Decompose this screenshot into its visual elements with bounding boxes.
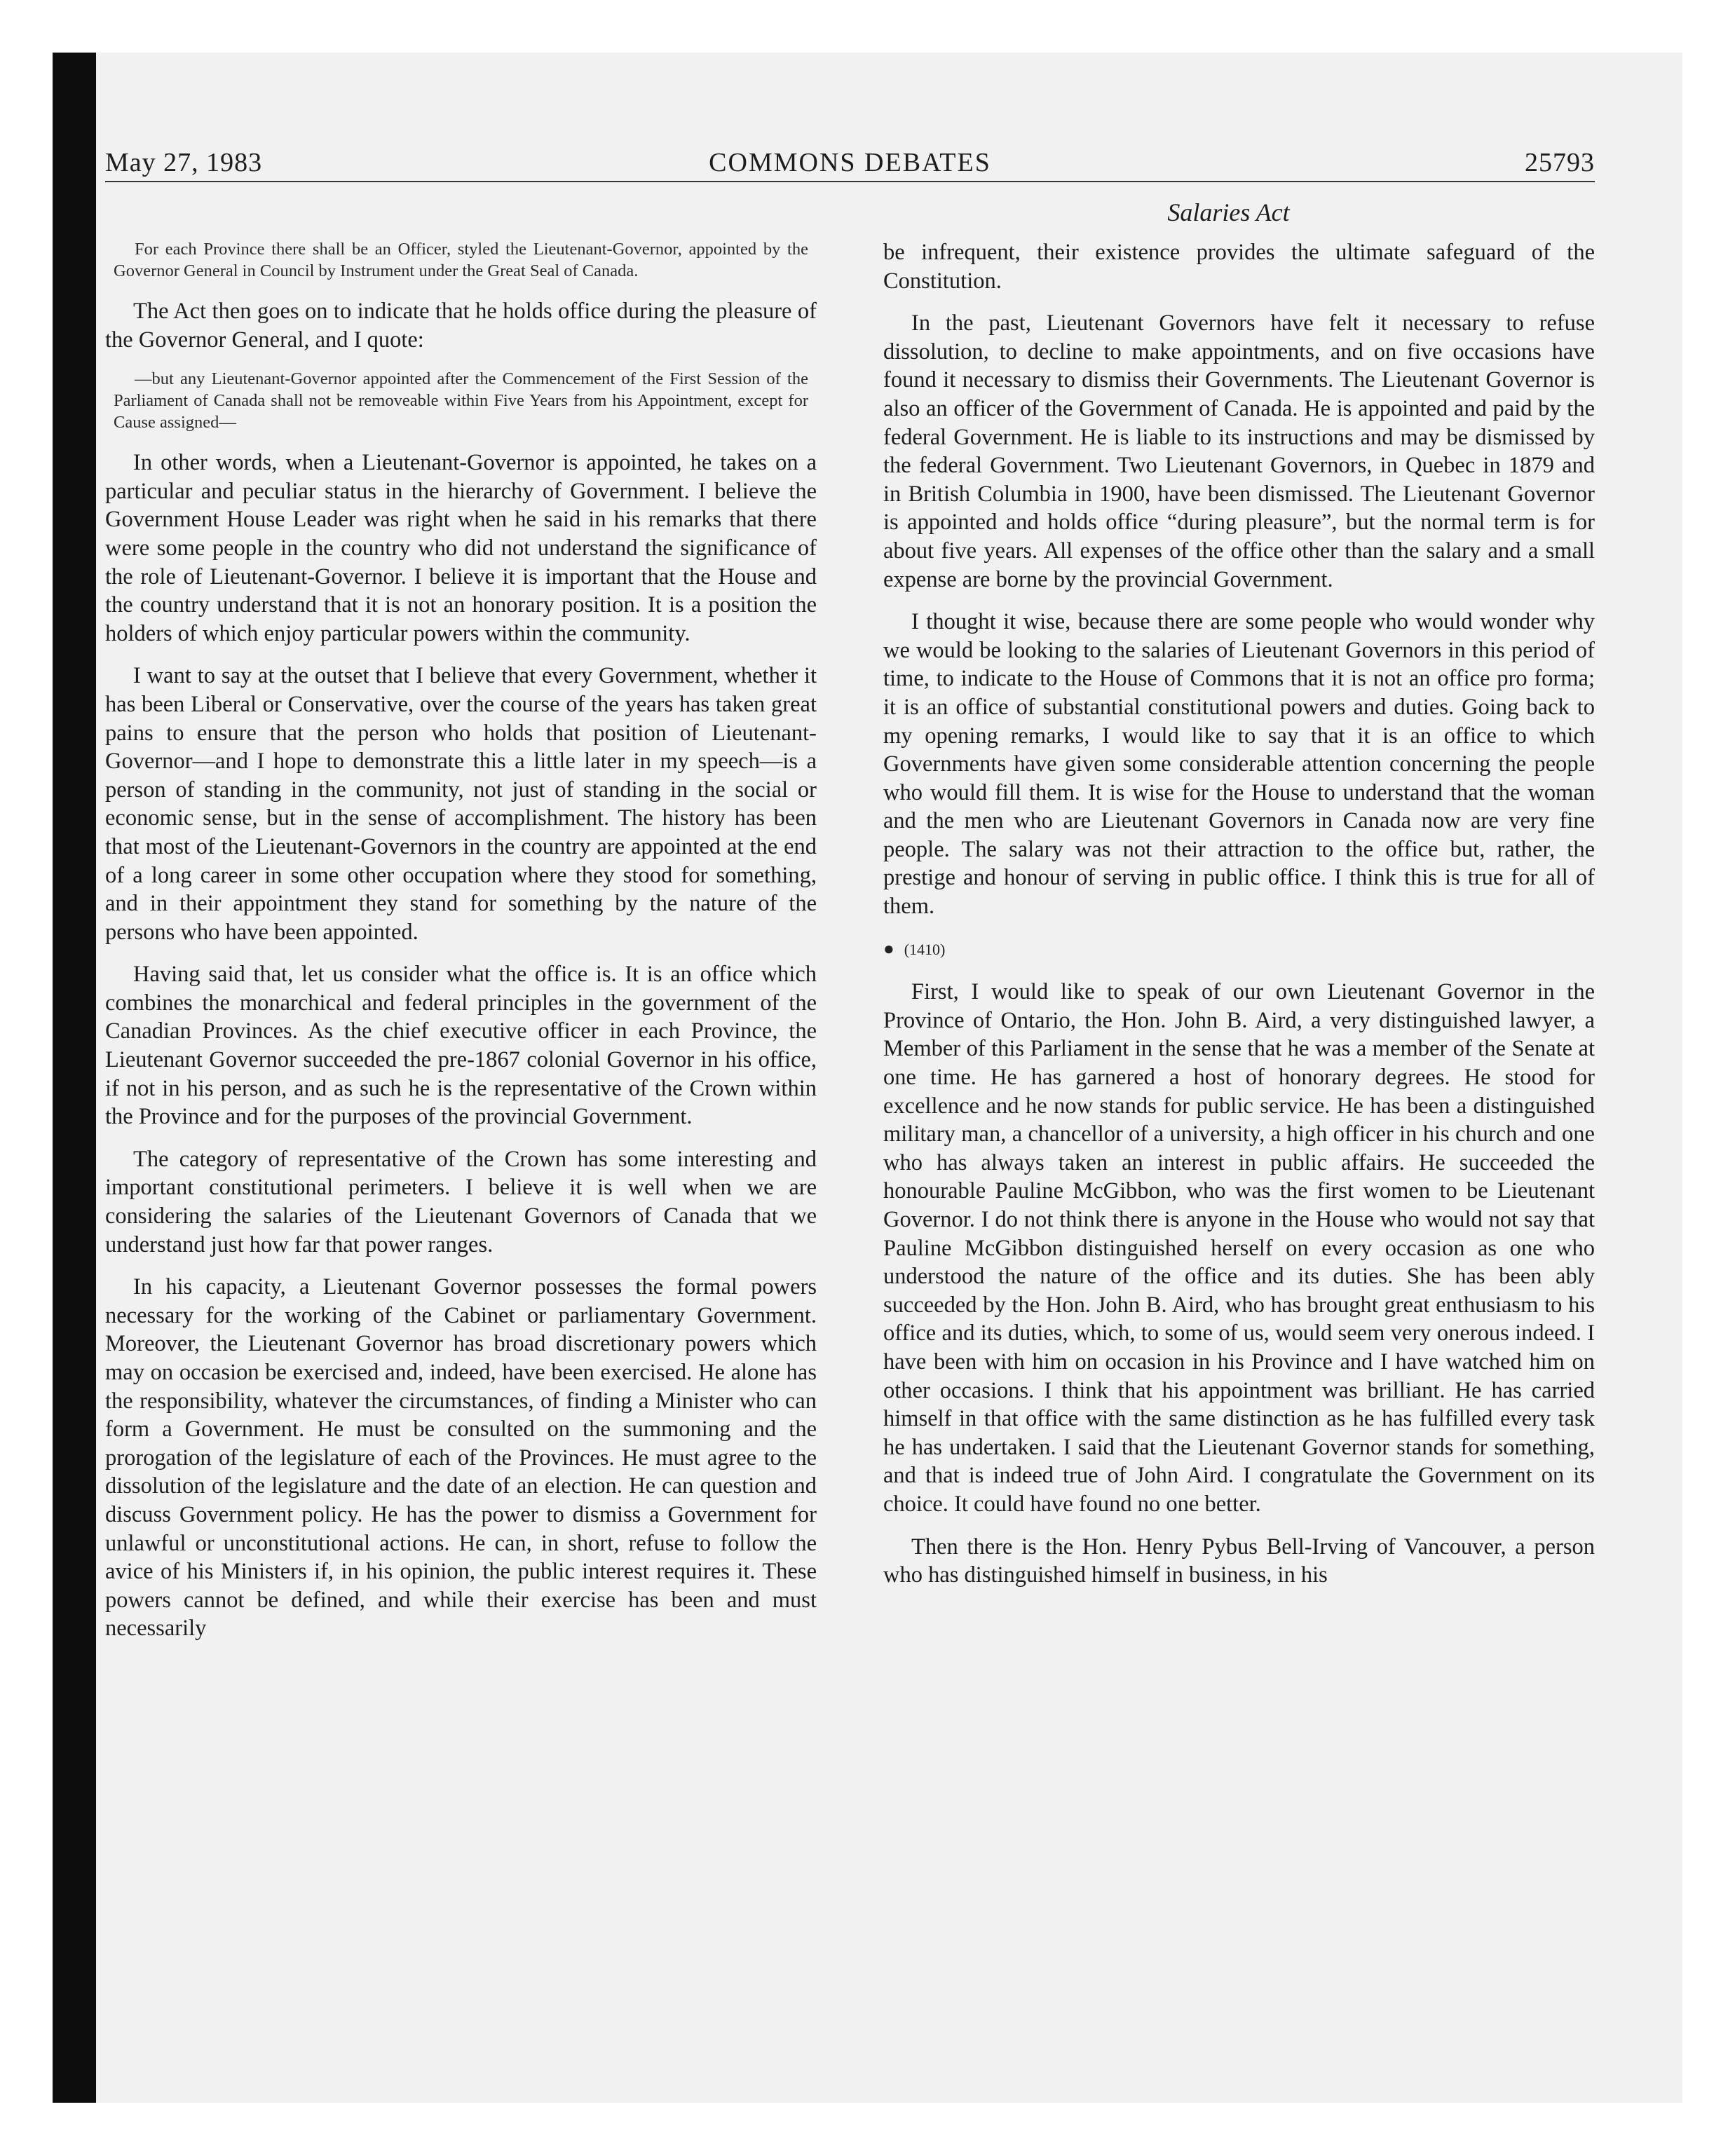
left-column: [105, 238, 817, 1657]
paragraph: Then there is the Hon. Henry Pybus Bell-Irving of Vancouver, a person who has distinguished himself in business, in his: [883, 1534, 1595, 1588]
paragraph: The category of representative of the Crown has some interesting and important constitutional perimeters. I believe it is well when we are considering the salaries of the Lieutenant Governors of Canada that we understand just how far that power ranges.: [105, 1146, 817, 1257]
section-subhead: Salaries Act: [1167, 198, 1290, 226]
paragraph: In the past, Lieutenant Governors have felt it necessary to refuse dissolution, to decline to make appointments, and on five occasions have found it necessary to dismiss their Governments. The Lieutenant Governor is also an officer of the Government of Canada. He is appointed and paid by the federal Government. He is liable to its instructions and may be dismissed by the federal Government. Two Lieutenant Governors, in Quebec in 1879 and in British Columbia in 1900, have been dismissed. The Lieutenant Governor is appointed and holds office “during pleasure”, but the normal term is for about five years. All expenses of the office other than the salary and a small expense are borne by the provincial Government.: [883, 311, 1595, 592]
paragraph: In his capacity, a Lieutenant Governor possesses the formal powers necessary for the working of the Cabinet or parliamentary Government. Moreover, the Lieutenant Governor has broad discretionary powers which may on occasion be exercised and, indeed, have been exercised. He alone has the responsibility, whatever the circumstances, of finding a Minister who can form a Government. He must be consulted on the summoning and the prorogation of the legislature of each of the Provinces. He must agree to the dissolution of the legislature and the date of an election. He can question and discuss Government policy. He has the power to dismiss a Government for unlawful or unconstitutional actions. He can, in short, refuse to follow the avice of his Ministers if, in his opinion, the public interest requires it. These powers cannot be defined, and while their exercise has been and must necessarily: [105, 1274, 817, 1642]
paragraph: The Act then goes on to indicate that he holds office during the pleasure of the Governor General, and I quote:: [105, 299, 817, 353]
scan-edge-border: [53, 53, 96, 2103]
quotation: For each Province there shall be an Officer, styled the Lieutenant-Governor, appointed by the Governor General in Council by Instrument under the Great Seal of Canada.: [114, 240, 808, 280]
page-number: 25793: [1525, 148, 1595, 177]
paragraph: I thought it wise, because there are some people who would wonder why we would be looking to the salaries of Lieutenant Governors in this period of time, to indicate to the House of Commons that it is not an office pro forma; it is an office of substantial constitutional powers and duties. Going back to my opening remarks, I would like to say that it is an office to which Governments have given some considerable attention concerning the people who would fill them. It is wise for the House to understand that the woman and the men who are Lieutenant Governors in Canada now are very fine people. The salary was not their attraction to the office but, rather, the prestige and honour of serving in public office. I think this is true for all of them.: [883, 609, 1595, 920]
time-marker: [883, 935, 1595, 964]
right-column: [883, 238, 1595, 1604]
paragraph: First, I would like to speak of our own Lieutenant Governor in the Province of Ontario, the Hon. John B. Aird, a very distinguished lawyer, a Member of this Parliament in the sense that he was a member of the Senate at one time. He has garnered a host of honorary degrees. He stood for excellence and he now stands for public service. He has been a distinguished military man, a chancellor of a university, a high officer in his church and one who has always taken an interest in public affairs. He succeeded the honourable Pauline McGibbon, who was the first women to be Lieutenant Governor. I do not think there is anyone in the House who would not say that Pauline McGibbon distinguished herself on every occasion as one who understood the nature of the office and its duties. She has been ably succeeded by the Hon. John B. Aird, who has brought great enthusiasm to his office and its duties, which, to some of us, would seem very onerous indeed. I have been with him on occasion in his Province and I have watched him on other occasions. I think that his appointment was brilliant. He has carried himself in that office with the same distinction as he has fulfilled every task he has undertaken. I said that the Lieutenant Governor stands for something, and that is indeed true of John Aird. I congratulate the Government on its choice. It could have found no one better.: [883, 979, 1595, 1517]
running-header: [105, 139, 1595, 182]
time-marker-text: (1410): [904, 940, 946, 958]
paragraph: be infrequent, their existence provides the ultimate safeguard of the Constitution.: [883, 240, 1595, 294]
document-page: [105, 91, 1595, 2040]
paragraph: In other words, when a Lieutenant-Governor is appointed, he takes on a particular and peculiar status in the hierarchy of Government. I believe the Government House Leader was right when he said in his remarks that there were some people in the country who did not understand the significance of the role of Lieutenant-Governor. I believe it is important that the House and the country understand that it is not an honorary position. It is a position the holders of which enjoy particular powers within the community.: [105, 450, 817, 646]
paragraph: I want to say at the outset that I believe that every Government, whether it has been Liberal or Conservative, over the course of the years has taken great pains to ensure that the person who holds that position of Lieutenant-Governor—and I hope to demonstrate this a little later in my speech—is a person of standing in the community, not just of standing in the social or economic sense, but in the sense of accomplishment. The history has been that most of the Lieutenant-Governors in the country are appointed at the end of a long career in some other occupation where they stood for something, and in their appointment they stand for something by the nature of the persons who have been appointed.: [105, 663, 817, 945]
bullet-icon: ●: [883, 938, 894, 959]
header-date: May 27, 1983: [105, 148, 263, 177]
quotation: —but any Lieutenant-Governor appointed after the Commencement of the First Session of the Parliament of Canada shall not be removeable within Five Years from his Appointment, except for Cause assigned—: [114, 369, 808, 432]
publication-title: COMMONS DEBATES: [709, 148, 991, 177]
paragraph: Having said that, let us consider what the office is. It is an office which combines the monarchical and federal principles in the government of the Canadian Provinces. As the chief executive officer in each Province, the Lieutenant Governor succeeded the pre-1867 colonial Governor in his office, if not in his person, and as such he is the representative of the Crown within the Province and for the purposes of the provincial Government.: [105, 962, 817, 1130]
